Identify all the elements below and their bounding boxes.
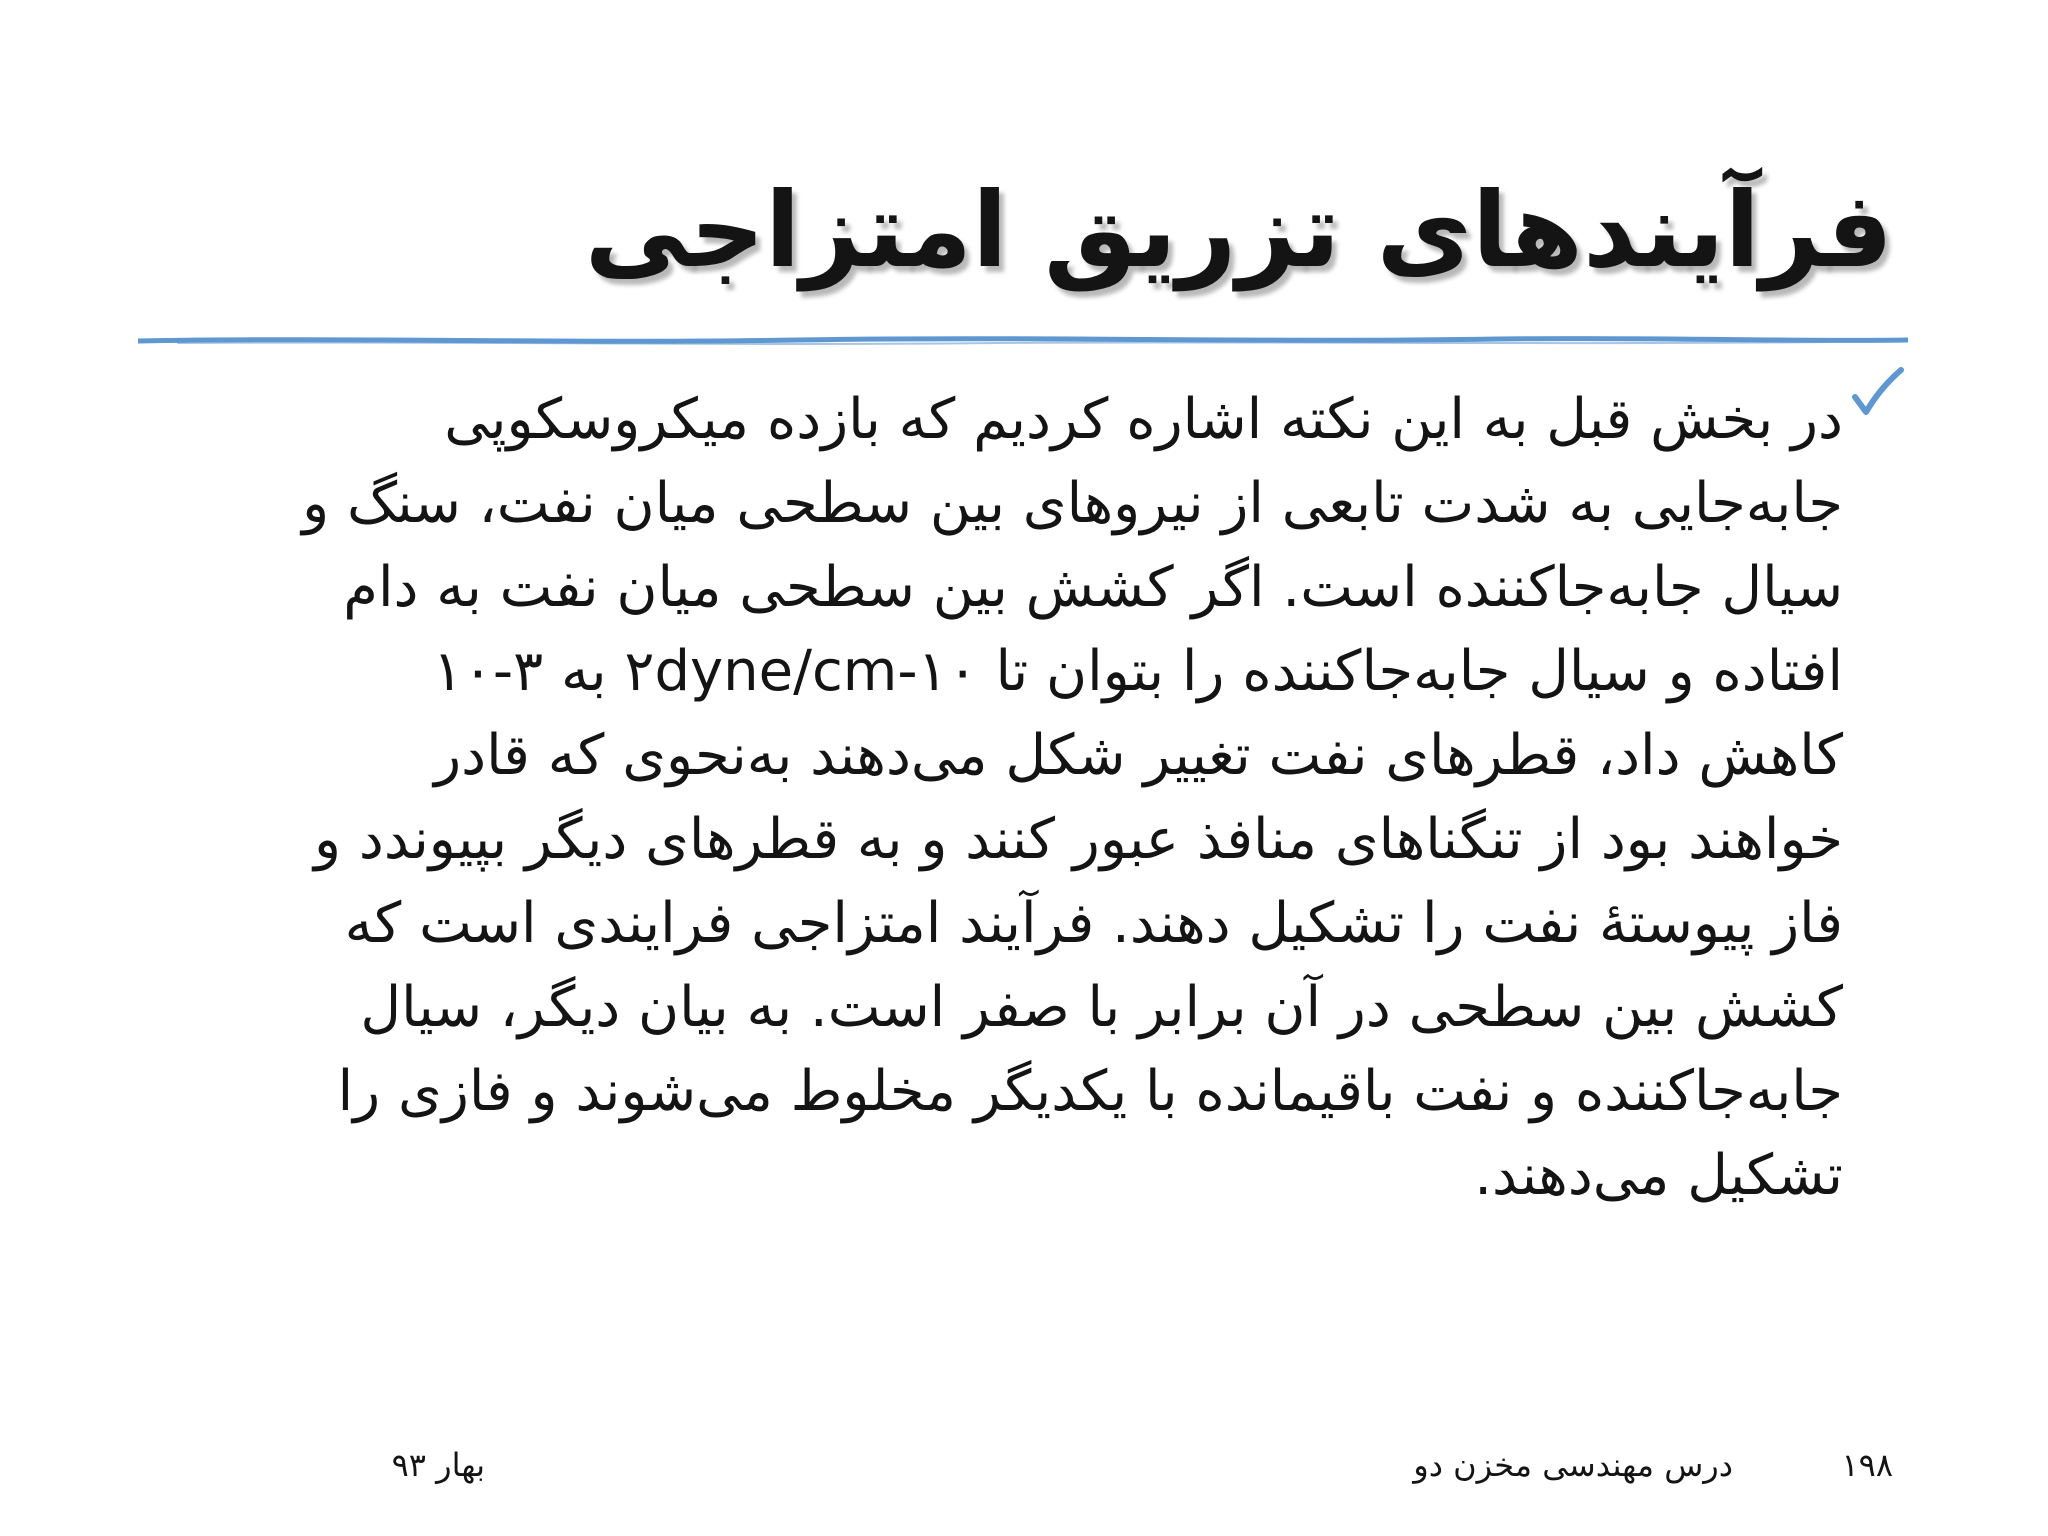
footer-course: درس مهندسی مخزن دو xyxy=(1413,1446,1733,1484)
body-line: جابه‌جایی به شدت تابعی از نیروهای بین سطحی میان نفت، سنگ و xyxy=(302,471,1843,536)
slide-title: فرآیندهای تزریق امتزاجی xyxy=(584,169,1893,291)
footer-page-number: ۱۹۸ xyxy=(1841,1446,1893,1484)
body-line: در بخش قبل به این نکته اشاره کردیم که بازده میکروسکوپی xyxy=(444,387,1843,452)
body-line: خواهند بود از تنگناهای منافذ عبور کنند و به قطرهای دیگر بپیوندد و xyxy=(314,807,1843,872)
check-icon xyxy=(1848,362,1908,426)
body-paragraph xyxy=(163,378,1843,1218)
footer-term: بهار ۹۳ xyxy=(391,1446,485,1484)
body-line: تشکیل می‌دهند. xyxy=(1474,1143,1843,1208)
body-line: کاهش داد، قطرهای نفت تغییر شکل می‌دهند به‌نحوی که قادر xyxy=(434,723,1843,788)
body-line: افتاده و سیال جابه‌جاکننده را بتوان تا ۱۰-۲dyne/cm به ۳-۱۰ xyxy=(432,639,1843,704)
body-line: جابه‌جاکننده و نفت باقیمانده با یکدیگر مخلوط می‌شوند و فازی را xyxy=(337,1059,1843,1124)
title-divider xyxy=(138,334,1908,348)
body-line: سیال جابه‌جاکننده است. اگر کشش بین سطحی میان نفت به دام xyxy=(343,555,1843,620)
body-line: کشش بین سطحی در آن برابر با صفر است. به بیان دیگر، سیال xyxy=(360,975,1843,1040)
body-line: فاز پیوستهٔ نفت را تشکیل دهند. فرآیند امتزاجی فرایندی است که xyxy=(344,891,1843,956)
